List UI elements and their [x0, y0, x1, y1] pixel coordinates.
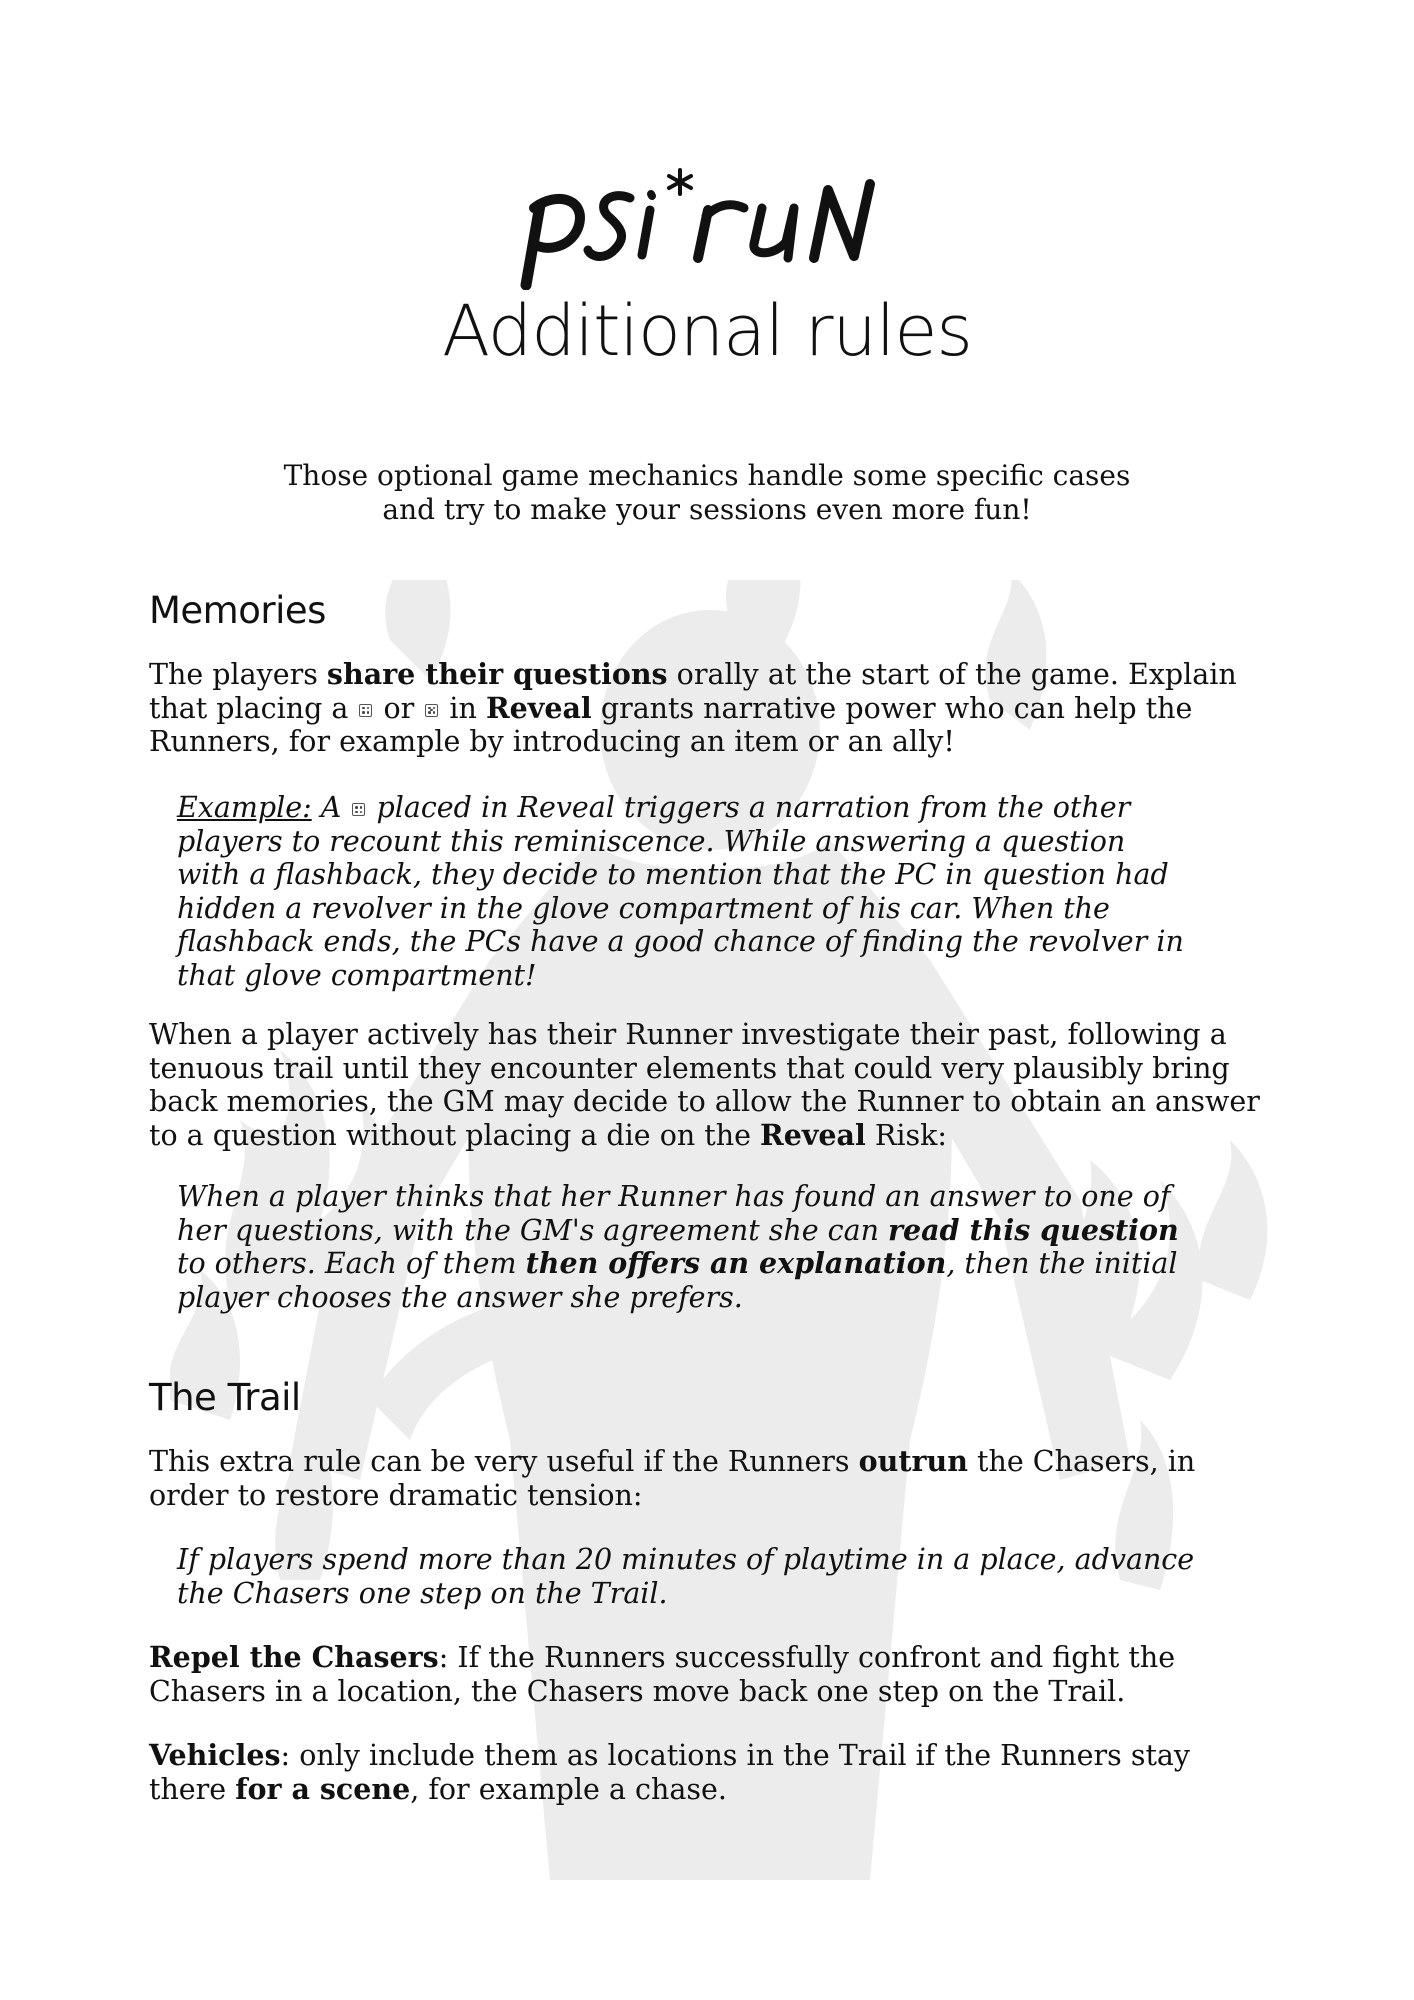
heading-the-trail: The Trail — [149, 1376, 301, 1419]
emphasis-share-questions: share their questions — [326, 657, 668, 691]
intro-text — [250, 459, 1164, 527]
repel-chasers-label: Repel the Chasers — [149, 1640, 439, 1674]
repel-chasers-paragraph: Repel the Chasers: If the Runners successfully confront and fight the Chasers in a location, the Chasers move back one step on the Trail. — [149, 1640, 1176, 1708]
logo-text — [0, 0, 1, 1]
emphasis-reveal: Reveal — [485, 690, 592, 725]
emphasis-offers-explanation: then offers an explanation — [525, 1246, 947, 1280]
heading-memories: Memories — [149, 589, 326, 632]
intro-line-1: Those optional game mechanics handle some specific cases — [283, 459, 1131, 492]
page-title: Additional rules — [442, 290, 972, 372]
psi-run-logo — [518, 160, 888, 290]
emphasis-read-question: read this question — [888, 1212, 1179, 1247]
memories-example: Example: A placed in Reveal triggers a narration from the other players to recount this reminiscence. While answering a question with a flashback, they decide to mention that the PC in question had hidden a revolver in the glove compartment of his car. When the flashback ends, the PCs have a good chance of finding the revolver in that glove compartment! — [177, 791, 1184, 992]
vehicles-paragraph: Vehicles: only include them as locations in the Trail if the Runners stay there for a scene, for example a chase. — [149, 1738, 1191, 1806]
intro-line-2: and try to make your sessions even more fun! — [382, 493, 1032, 526]
die-five-icon — [425, 704, 438, 717]
die-four-icon — [359, 704, 372, 717]
emphasis-reveal-risk: Reveal — [760, 1117, 866, 1152]
memories-paragraph-1: The players share their questions orally at the start of the game. Explain that placing a or in Reveal grants narrative power who can help the Runners, for example by introducing an item or an ally! — [149, 657, 1237, 758]
emphasis-outrun: outrun — [858, 1444, 968, 1478]
memories-rule: When a player thinks that her Runner has found an answer to one of her questions, with the GM's agreement she can read this question to others. Each of them then offers an explanation, then the initial player chooses the answer she prefers. — [177, 1180, 1179, 1314]
emphasis-for-a-scene: for a scene — [235, 1771, 411, 1806]
trail-paragraph-1: This extra rule can be very useful if the Runners outrun the Chasers, in order to restore dramatic tension: — [149, 1444, 1196, 1512]
vehicles-label: Vehicles — [149, 1738, 281, 1772]
example-label: Example: — [177, 791, 312, 824]
die-four-icon — [352, 803, 365, 816]
trail-rule: If players spend more than 20 minutes of playtime in a place, advance the Chasers one step on the Trail. — [177, 1543, 1195, 1610]
memories-paragraph-2: When a player actively has their Runner investigate their past, following a tenuous trail until they encounter elements that could very plausibly bring back memories, the GM may decide to allow the Runner to obtain an answer to a question without placing a die on the Reveal Risk: — [149, 1018, 1260, 1152]
